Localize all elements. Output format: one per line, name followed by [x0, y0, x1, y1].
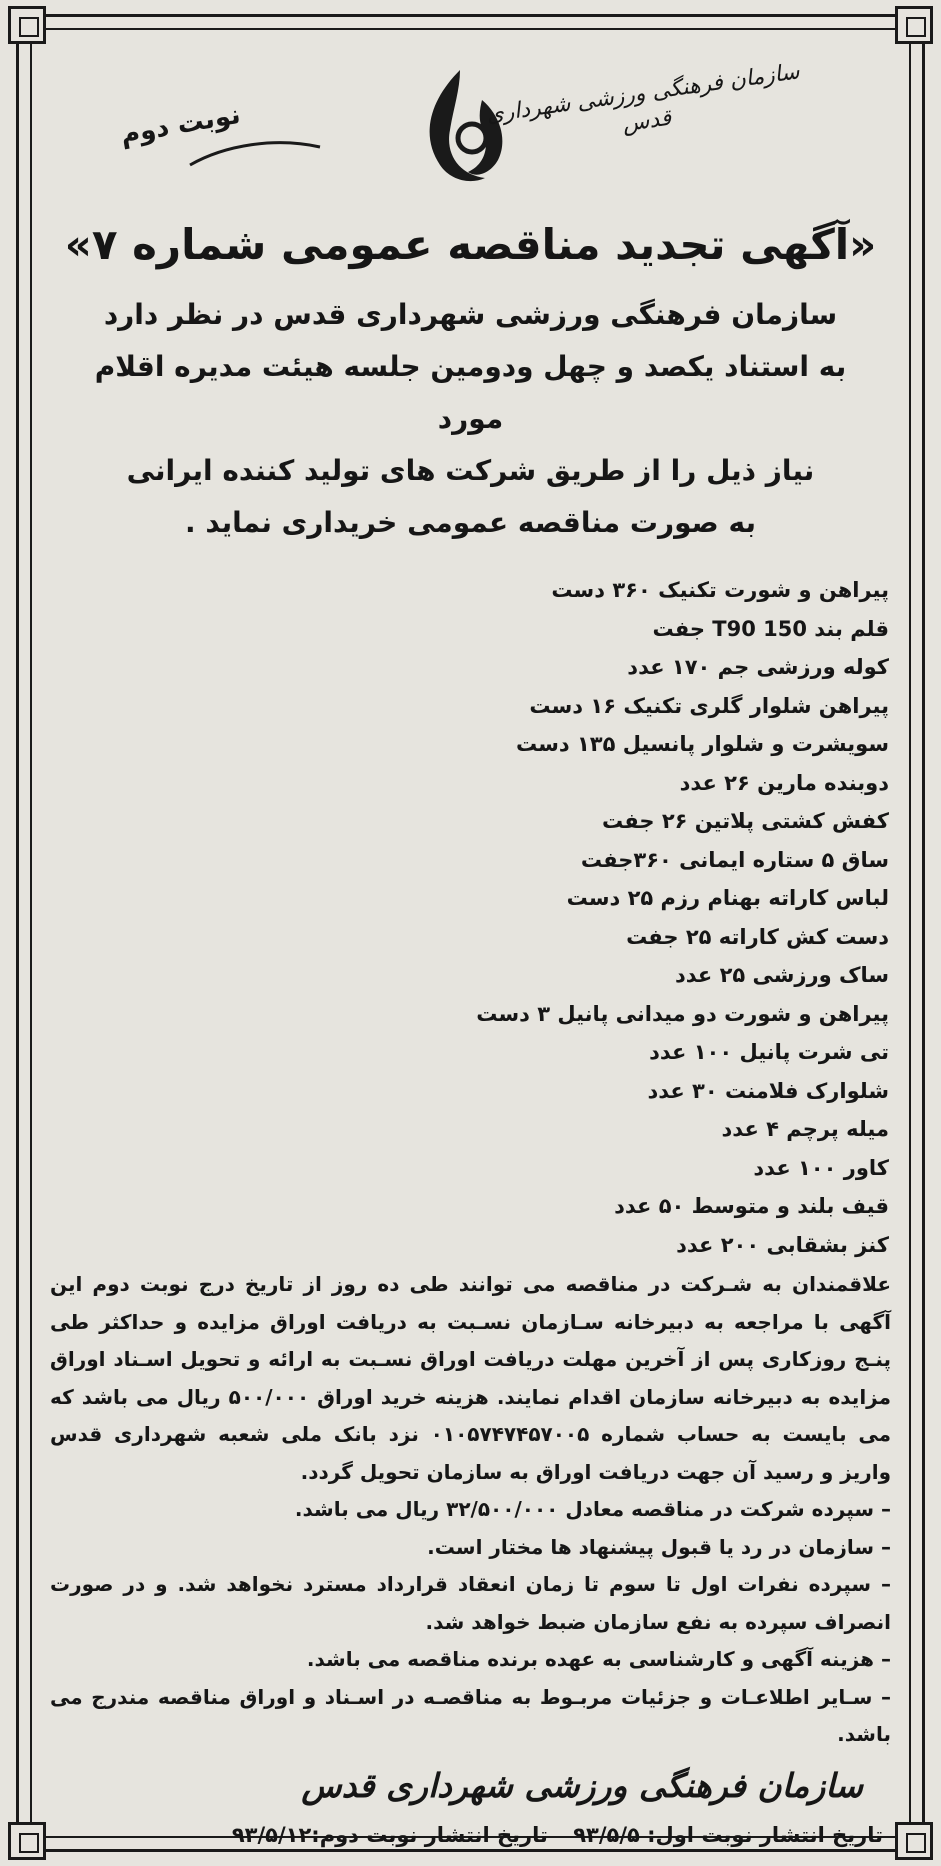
corner-ornament — [8, 6, 46, 44]
list-item: ساق ۵ ستاره ایمانی ۳۶۰جفت — [580, 847, 889, 872]
intro-line: به صورت مناقصه عمومی خریداری نماید . — [185, 506, 756, 539]
corner-ornament — [895, 1822, 933, 1860]
notes-list — [50, 1491, 891, 1754]
instructions-paragraph: علاقمندان به شـرکت در مناقصه می توانند طی ده روز از تاریخ درج نوبت دوم این آگهی با مراجعه به دبیرخانه سـازمان نسـبت به دریافت اوراق مزایده و حداکثر طی پنـج روزکاری پس از آخرین مهلت دریافت اوراق نسـبت به ارائه و تحویل اسـناد اوراق مزایده به دبیرخانه سازمان اقدام نمایند. هزینه خرید اوراق ۵۰۰/۰۰۰ ریال می باشد که می بایست به حساب شماره ۰۱۰۵۷۴۷۴۵۷۰۰۵ نزد بانک ملی شعبه شهرداری قدس واریز و رسید آن جهت دریافت اوراق به سازمان تحویل گردد. — [50, 1272, 892, 1484]
list-item: پیراهن شلوار گلری تکنیک ۱۶ دست — [529, 693, 889, 718]
corner-ornament — [895, 6, 933, 44]
list-item: کفش کشتی پلاتین ۲۶ جفت — [602, 809, 889, 833]
note-item: – هزینه آگهی و کارشناسی به عهده برنده مناقصه می باشد. — [306, 1647, 891, 1671]
list-item: ساک ورزشی ۲۵ عدد — [674, 963, 889, 987]
corner-ornament — [8, 1822, 46, 1860]
list-item: قیف بلند و متوسط ۵۰ عدد — [614, 1194, 889, 1218]
note-item: – سـایر اطلاعـات و جزئیات مربـوط به مناقصـه در اسـناد و اوراق مناقصه مندرج می باشد. — [50, 1684, 891, 1746]
intro-line: سازمان فرهنگی ورزشی شهرداری قدس در نظر دارد — [103, 298, 838, 331]
list-item: کاور ۱۰۰ عدد — [753, 1155, 889, 1180]
second-publication-badge: نوبت دوم — [118, 99, 243, 151]
signature: سازمان فرهنگی ورزشی شهرداری قدس — [301, 1765, 863, 1805]
list-item: پیراهن و شورت تکنیک ۳۶۰ دست — [551, 578, 889, 602]
list-item: لباس کاراته بهنام رزم ۲۵ دست — [566, 886, 889, 910]
list-item: پیراهن و شورت دو میدانی پانیل ۳ دست — [476, 1001, 889, 1026]
list-item: تی شرت پانیل ۱۰۰ عدد — [649, 1040, 889, 1064]
organization-name-script: سازمان فرهنگی ورزشی شهرداری قدس — [484, 59, 802, 138]
ad-title: «آگهی تجدید مناقصه عمومی شماره ۷» — [64, 220, 877, 269]
note-item: – سپرده نفرات اول تا سوم تا زمان انعقاد قرارداد مسترد نخواهد شد. و در صورت انصراف سپرده به نفع سازمان ضبط خواهد شد. — [50, 1572, 891, 1634]
ad-content — [50, 40, 892, 1847]
intro-paragraph — [58, 289, 883, 549]
note-item: – سپرده شرکت در مناقصه معادل ۳۲/۵۰۰/۰۰۰ ریال می باشد. — [294, 1497, 891, 1521]
header — [50, 40, 891, 210]
note-item: – سازمان در رد یا قبول پیشنهاد ها مختار است. — [427, 1534, 891, 1559]
list-item: دست کش کاراته ۲۵ جفت — [626, 924, 889, 949]
list-item: قلم بند T90 150 جفت — [652, 616, 889, 641]
badge-underline — [185, 135, 325, 175]
list-item: کوله ورزشی جم ۱۷۰ عدد — [627, 655, 889, 679]
list-item: دوبنده مارین ۲۶ عدد — [679, 770, 889, 795]
list-item: کنز بشقابی ۲۰۰ عدد — [676, 1232, 889, 1257]
list-item: شلوارک فلامنت ۳۰ عدد — [647, 1078, 889, 1103]
items-list — [50, 571, 891, 1264]
list-item: سویشرت و شلوار پانسیل ۱۳۵ دست — [516, 732, 889, 756]
publication-dates — [50, 1823, 891, 1847]
intro-line: به استناد یکصد و چهل ودومین جلسه هیئت مدیره اقلام مورد — [94, 350, 847, 435]
list-item: میله پرچم ۴ عدد — [721, 1117, 889, 1141]
second-publication-date: تاریخ انتشار نوبت دوم:۹۳/۵/۱۲ — [231, 1822, 548, 1847]
intro-line: نیاز ذیل را از طریق شرکت های تولید کننده ایرانی — [126, 454, 815, 487]
first-publication-date: تاریخ انتشار نوبت اول: ۹۳/۵/۵ — [573, 1822, 883, 1847]
